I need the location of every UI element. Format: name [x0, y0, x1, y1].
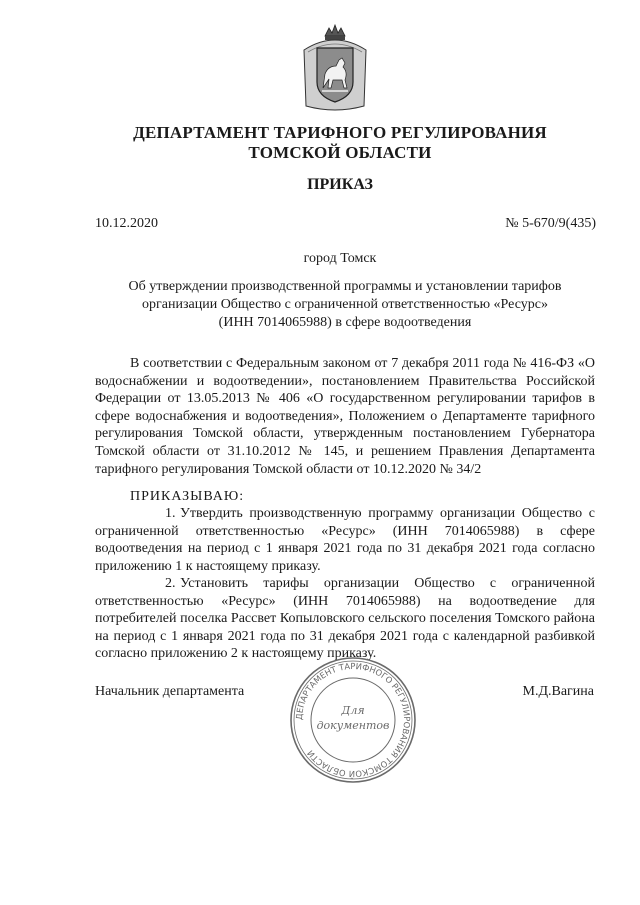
signer-name: М.Д.Вагина	[522, 684, 594, 699]
department-title-line1: ДЕПАРТАМЕНТ ТАРИФНОГО РЕГУЛИРОВАНИЯ	[133, 123, 547, 142]
signer-role: Начальник департамента	[95, 684, 245, 699]
preamble-text: В соответствии с Федеральным законом от 7 декабря 2011 года № 416-ФЗ «О водоснабжении и водоотведении», постановлением Правительства Российской Федерации от 13.05.2013 № 406 «О государственном регулировании тарифов в сфере водоснабжения и водоотведения», Положением о Департаменте тарифного регулирования Томской области, утвержденным постановлением Губернатора Томской области от 31.10.2012 № 145, и решением Правления Департамента тарифного регулирования Томской области от 10.12.2020 № 34/2	[95, 356, 595, 477]
coat-of-arms-icon	[298, 22, 372, 114]
preamble-paragraph	[95, 355, 595, 478]
stamp-center-line2: документов	[316, 719, 390, 732]
stamp-center-line1: Для	[341, 704, 365, 717]
document-date: 10.12.2020	[95, 216, 158, 231]
city-line: город Томск	[303, 251, 377, 266]
order-item-2	[95, 575, 595, 663]
item-number: 1.	[165, 506, 176, 521]
subject-line: Об утверждении производственной программы и установлении тарифов	[128, 279, 562, 294]
order-word: ПРИКАЗЫВАЮ:	[130, 489, 245, 504]
subject-line: (ИНН 7014065988) в сфере водоотведения	[218, 315, 472, 330]
subject-line: организации Общество с ограниченной ответственностью «Ресурс»	[142, 297, 548, 312]
item-text: Утвердить производственную программу организации Общество с ограниченной ответственностью «Ресурс» (ИНН 7014065988) в сфере водоотведения на период с 1 января 2021 года по 31 декабря 2021 года согласно приложению 1 к настоящему приказу.	[95, 506, 595, 574]
stamp-ring-text: ДЕПАРТАМЕНТ ТАРИФНОГО РЕГУЛИРОВАНИЯ ТОМСКОЙ ОБЛАСТИ	[293, 660, 413, 780]
department-title-line2: ТОМСКОЙ ОБЛАСТИ	[248, 143, 432, 162]
order-subject	[95, 278, 595, 332]
official-stamp-icon	[289, 656, 417, 784]
document-type-title: ПРИКАЗ	[307, 176, 373, 193]
item-number: 2.	[165, 576, 176, 591]
order-item-1	[95, 505, 595, 575]
item-text: Установить тарифы организации Общество с ограниченной ответственностью «Ресурс» (ИНН 7014065988) на водоотведение для потребителей поселка Рассвет Копыловского сельского поселения Томского района на период с 1 января 2021 года по 31 декабря 2021 года с календарной разбивкой согласно приложению 2 к настоящему приказу.	[95, 576, 595, 662]
document-number: № 5-670/9(435)	[505, 216, 596, 231]
